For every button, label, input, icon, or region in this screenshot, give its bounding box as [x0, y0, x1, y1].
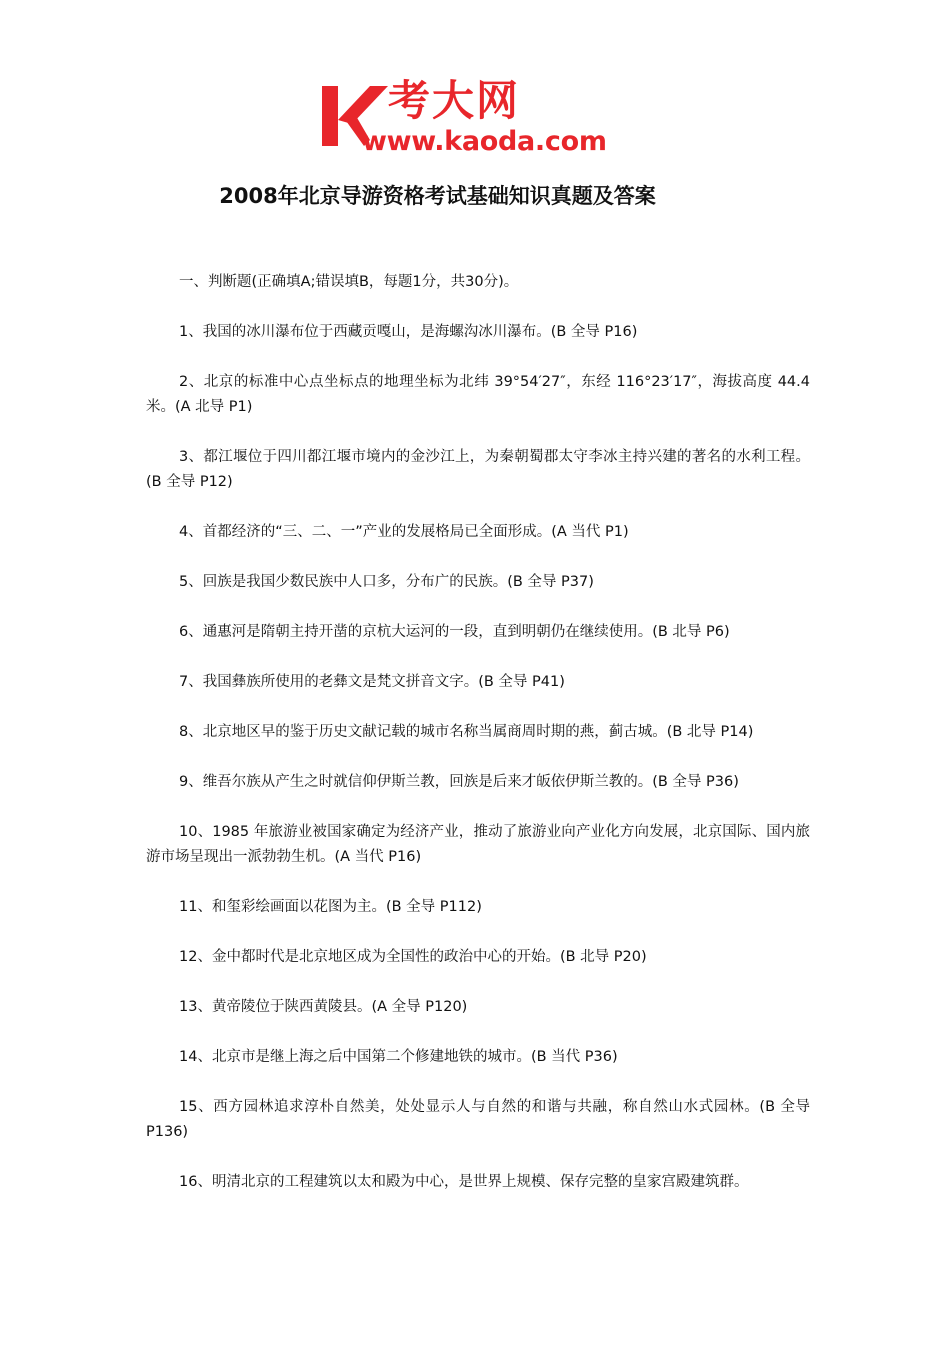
logo-url: www.kaoda.com: [362, 126, 607, 157]
kaoda-logo: [318, 76, 648, 160]
question-item: 3、都江堰位于四川都江堰市境内的金沙江上，为秦朝蜀郡太守李冰主持兴建的著名的水利工程。(B 全导 P12): [146, 449, 810, 490]
question-item: 4、首都经济的“三、二、一”产业的发展格局已全面形成。(A 当代 P1): [179, 524, 629, 540]
question-item: 16、明清北京的工程建筑以太和殿为中心，是世界上规模、保存完整的皇家宫殿建筑群。: [179, 1174, 749, 1190]
question-item: 2、北京的标准中心点坐标点的地理坐标为北纬 39°54′27″，东经 116°23′17″，海拔高度 44.4 米。(A 北导 P1): [146, 374, 810, 415]
logo-brand-name: 考大网: [388, 76, 521, 125]
document-body: [146, 270, 810, 1220]
question-item: 1、我国的冰川瀑布位于西藏贡嘎山，是海螺沟冰川瀑布。(B 全导 P16): [179, 324, 638, 340]
section-heading: 一、判断题(正确填A;错误填B，每题1分，共30分)。: [179, 274, 519, 290]
question-item: 9、维吾尔族从产生之时就信仰伊斯兰教，回族是后来才皈依伊斯兰教的。(B 全导 P36): [179, 774, 739, 790]
question-item: 10、1985 年旅游业被国家确定为经济产业，推动了旅游业向产业化方向发展，北京国际、国内旅游市场呈现出一派勃勃生机。(A 当代 P16): [146, 824, 810, 865]
question-item: 14、北京市是继上海之后中国第二个修建地铁的城市。(B 当代 P36): [179, 1049, 618, 1065]
question-item: 6、通惠河是隋朝主持开凿的京杭大运河的一段，直到明朝仍在继续使用。(B 北导 P6): [179, 624, 730, 640]
question-item: 7、我国彝族所使用的老彝文是梵文拼音文字。(B 全导 P41): [179, 674, 565, 690]
question-item: 13、黄帝陵位于陕西黄陵县。(A 全导 P120): [179, 999, 468, 1015]
question-item: 12、金中都时代是北京地区成为全国性的政治中心的开始。(B 北导 P20): [179, 949, 647, 965]
document-title: 2008年北京导游资格考试基础知识真题及答案: [219, 184, 656, 208]
question-item: 11、和玺彩绘画面以花图为主。(B 全导 P112): [179, 899, 482, 915]
question-item: 8、北京地区早的鉴于历史文献记载的城市名称当属商周时期的燕，蓟古城。(B 北导 P14): [179, 724, 754, 740]
question-item: 15、西方园林追求淳朴自然美，处处显示人与自然的和谐与共融，称自然山水式园林。(B 全导 P136): [146, 1099, 810, 1140]
question-item: 5、回族是我国少数民族中人口多，分布广的民族。(B 全导 P37): [179, 574, 594, 590]
